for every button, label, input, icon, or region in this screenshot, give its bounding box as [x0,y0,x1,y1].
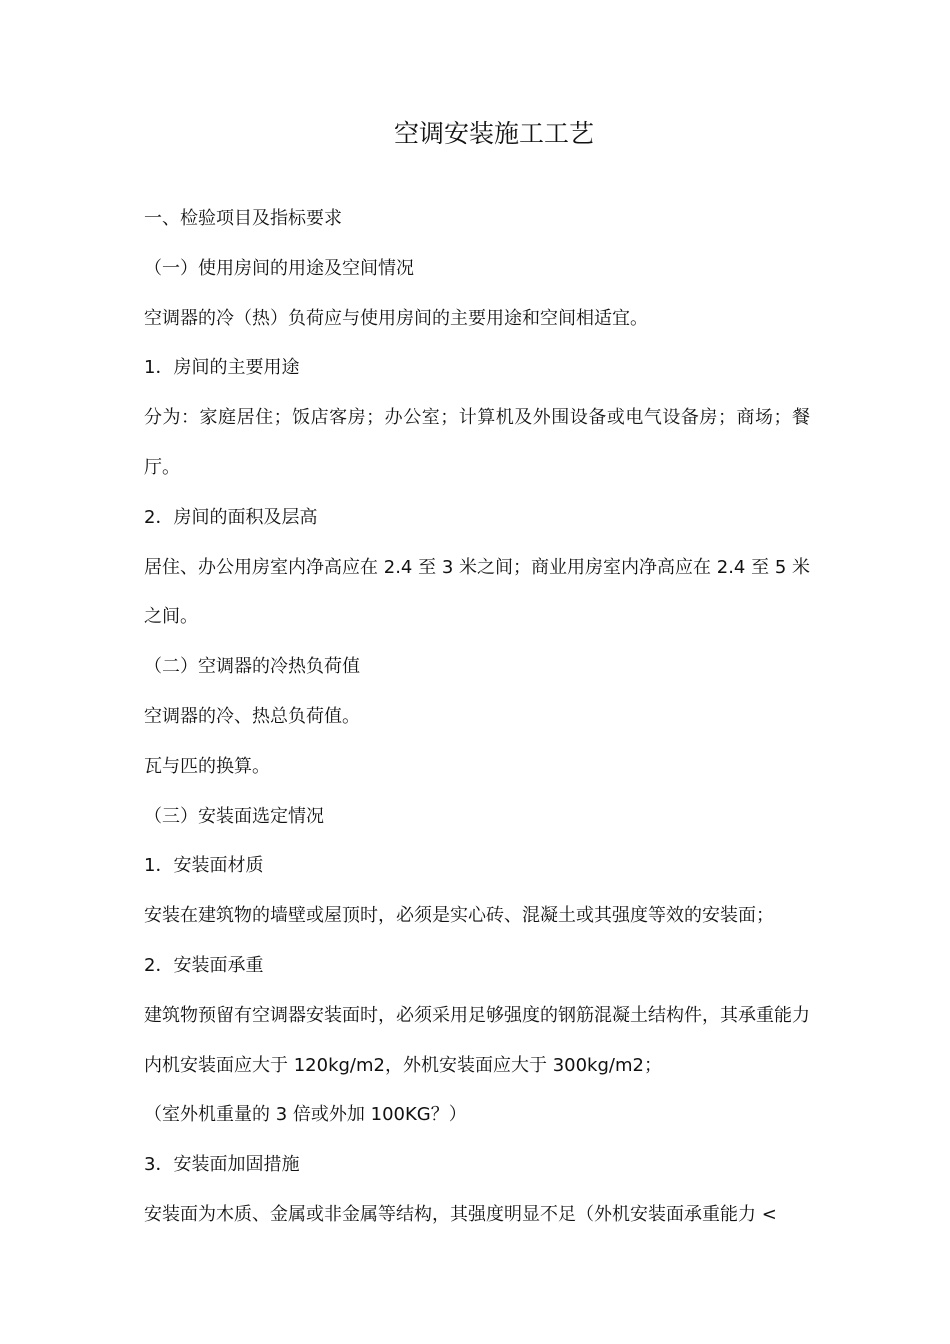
paragraph-unit-conversion: 瓦与匹的换算。 [144,755,270,777]
subsection-heading-2: （二）空调器的冷热负荷值 [144,656,360,678]
paragraph-room-categories: 分为：家庭居住；饭店客房；办公室；计算机及外围设备或电气设备房；商场；餐厅。 [144,407,810,478]
document-body [144,194,810,1240]
item-heading-reinforcement: 3．安装面加固措施 [144,1154,300,1176]
paragraph-surface-load: 建筑物预留有空调器安装面时，必须采用足够强度的钢筋混凝土结构件，其承重能力内机安装面应大于 120kg/m2，外机安装面应大于 300kg/m2； [144,1004,810,1076]
item-heading-room-use: 1．房间的主要用途 [144,357,300,379]
item-heading-surface-material: 1．安装面材质 [144,855,264,877]
section-heading-1: 一、检验项目及指标要求 [144,208,342,229]
paragraph-reinforcement: 安装面为木质、金属或非金属等结构，其强度明显不足（外机安装面承重能力 < [144,1203,777,1225]
item-heading-room-area: 2．房间的面积及层高 [144,506,318,528]
paragraph-room-height: 居住、办公用房室内净高应在 2.4 至 3 米之间；商业用房室内净高应在 2.4 至 5 米之间。 [144,556,810,628]
paragraph-surface-material: 安装在建筑物的墙壁或屋顶时，必须是实心砖、混凝土或其强度等效的安装面； [144,905,774,927]
subsection-heading-3: （三）安装面选定情况 [144,805,324,827]
paragraph-total-load: 空调器的冷、热总负荷值。 [144,705,360,727]
paragraph-outdoor-weight-note: （室外机重量的 3 倍或外加 100KG？） [144,1104,467,1126]
document-title: 空调安装施工工艺 [393,119,594,148]
subsection-heading-1: （一）使用房间的用途及空间情况 [144,257,414,279]
item-heading-surface-load: 2．安装面承重 [144,954,264,976]
paragraph-load-requirement: 空调器的冷（热）负荷应与使用房间的主要用途和空间相适宜。 [144,307,648,329]
